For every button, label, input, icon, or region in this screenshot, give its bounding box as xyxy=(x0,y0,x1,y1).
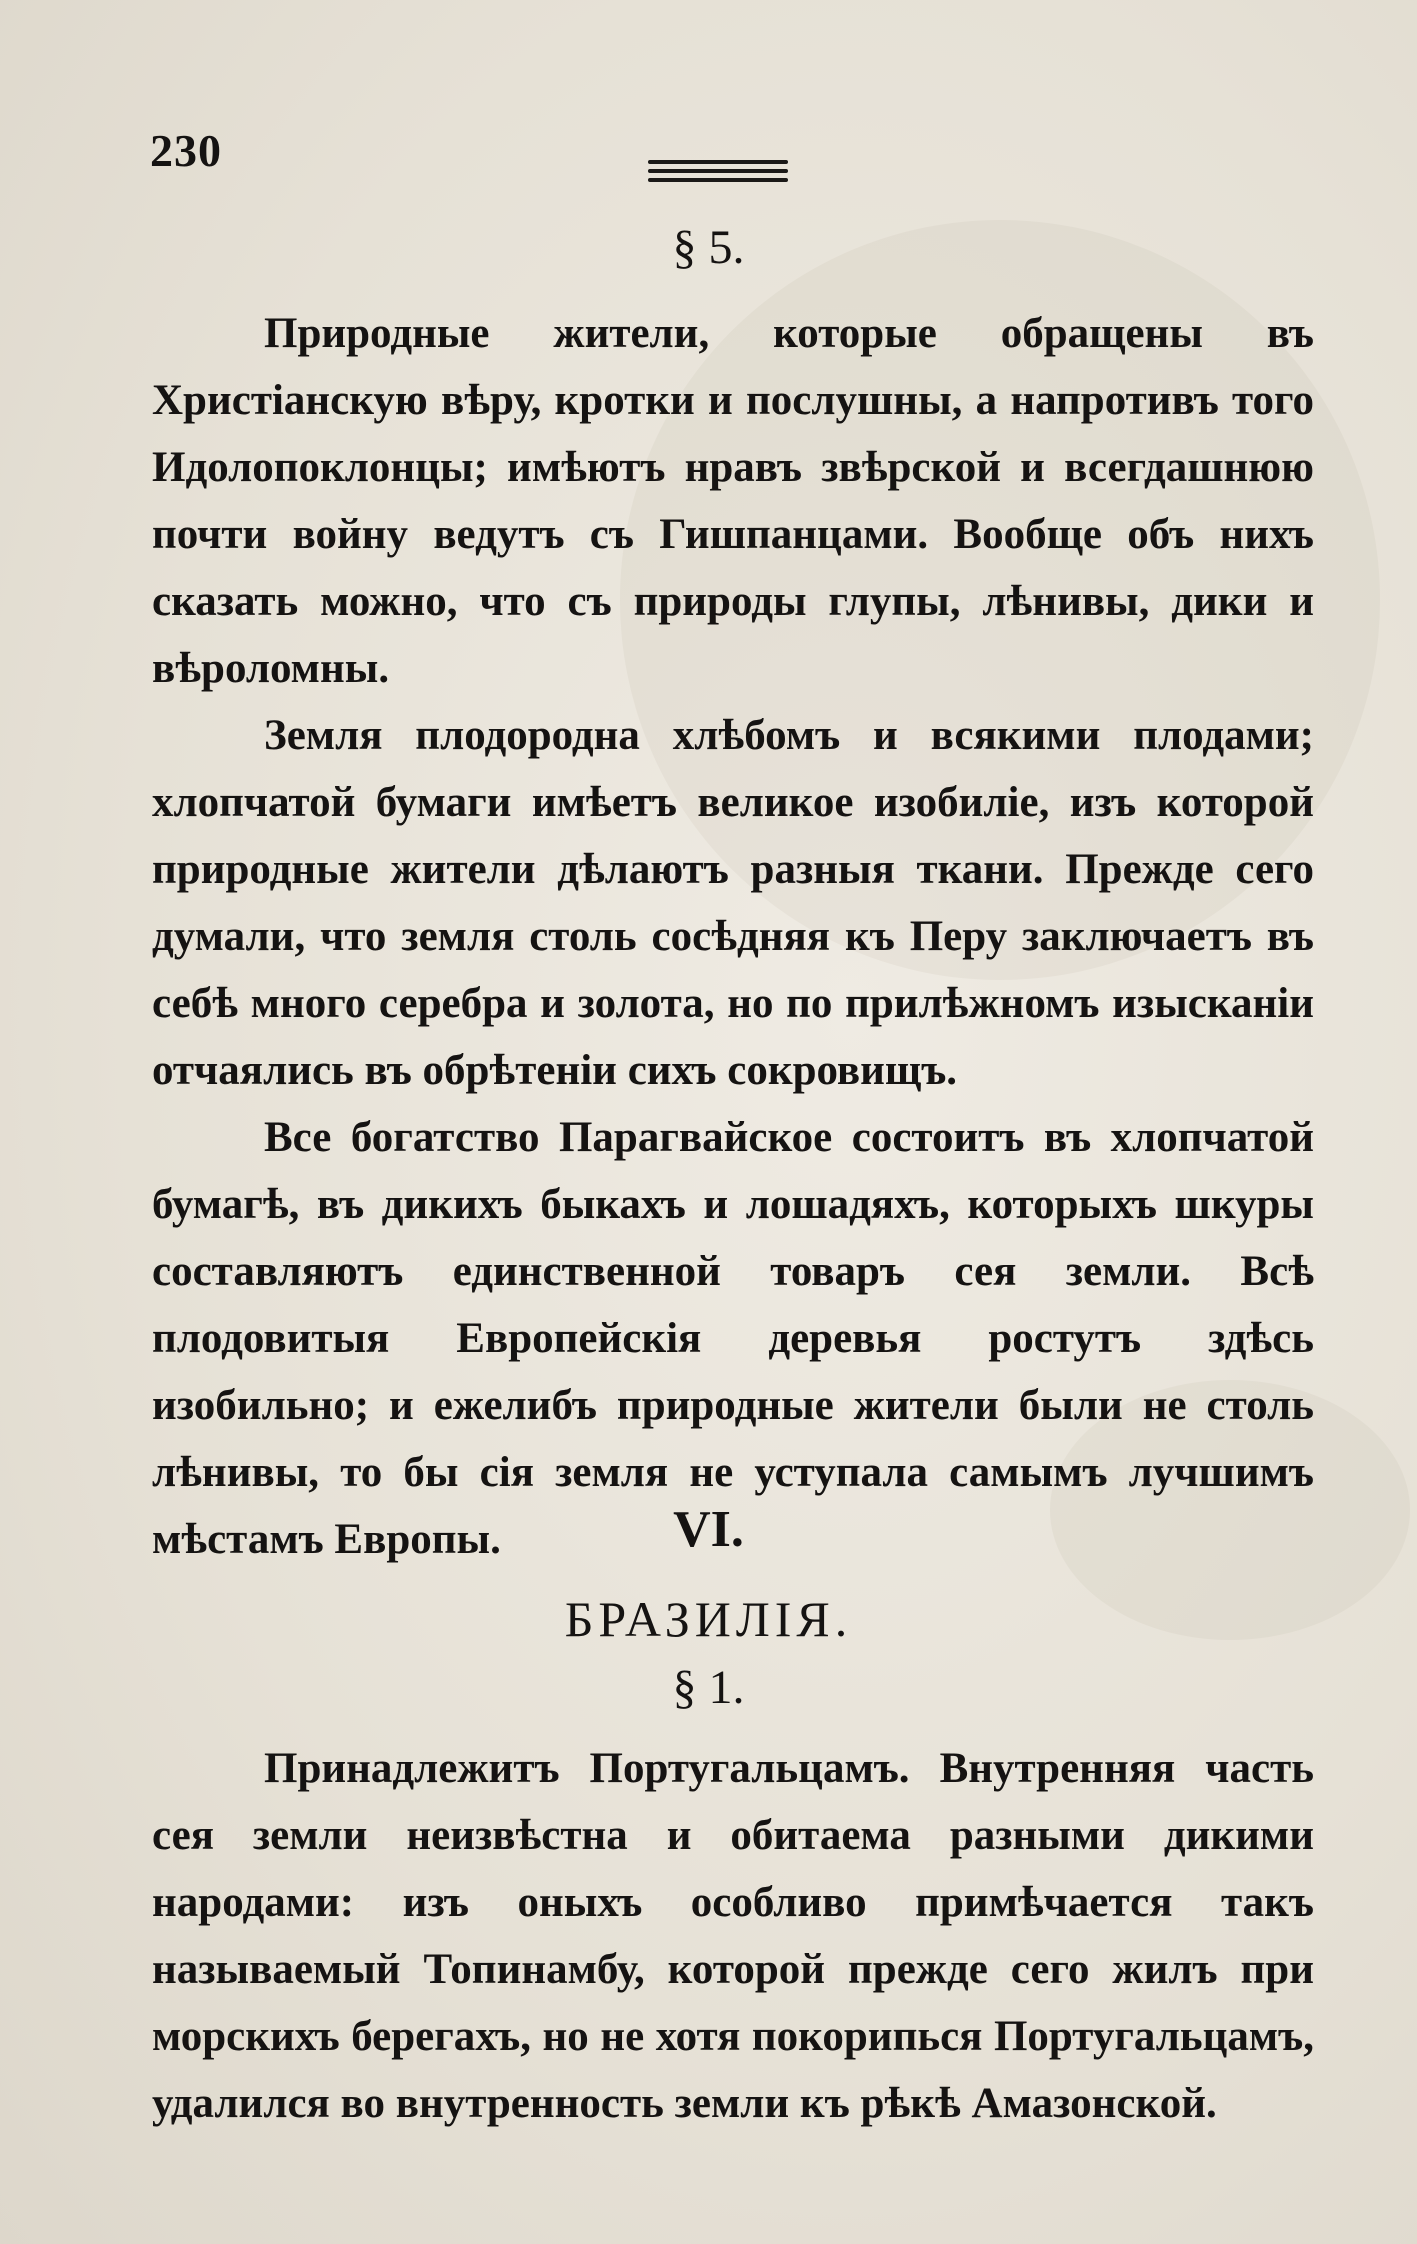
paragraph: Природные жители, которые обращены въ Христіанскую вѣру, кротки и послушны, а напротивъ того Идолопоклонцы; имѣютъ нравъ звѣрской и всегдашнюю почти войну ведутъ съ Гишпанцами. Вообще объ нихъ сказать можно, что съ природы глупы, лѣнивы, дики и вѣроломны. xyxy=(152,310,1314,692)
section-5-text xyxy=(152,300,1314,1573)
section-heading: § 1. xyxy=(672,1661,745,1714)
page-number: 230 xyxy=(150,125,222,176)
paragraph: Принадлежитъ Португальцамъ. Внутренняя часть сея земли неизвѣстна и обитаема разными дикими народами: изъ оныхъ особливо примѣчается такъ называемый Топинамбу, которой прежде сего жилъ при морскихъ берегахъ, но не хотя покорипься Португальцамъ, удалился во внутренность земли къ рѣкѣ Амазонской. xyxy=(152,1745,1314,2127)
paragraph: Все богатство Парагвайское состоитъ въ хлопчатой бумагѣ, въ дикихъ быкахъ и лошадяхъ, которыхъ шкуры составляютъ единственной товаръ сея земли. Всѣ плодовитыя Европейскія деревья ростутъ здѣсь изобильно; и ежелибъ природные жители были не столь лѣнивы, то бы сія земля не уступала самымъ лучшимъ мѣстамъ Европы. xyxy=(152,1114,1314,1563)
chapter-number: VI. xyxy=(673,1501,744,1558)
chapter-title: БРАЗИЛІЯ. xyxy=(564,1591,853,1647)
paragraph: Земля плодородна хлѣбомъ и всякими плодами; хлопчатой бумаги имѣетъ великое изобиліе, изъ которой природные жители дѣлаютъ разныя ткани. Прежде сего думали, что земля столь сосѣдняя къ Перу заключаетъ въ себѣ много серебра и золота, но по прилѣжномъ изысканіи отчаялись въ обрѣтеніи сихъ сокровищъ. xyxy=(152,712,1314,1094)
section-heading: § 5. xyxy=(672,221,745,274)
header-rule xyxy=(648,160,788,182)
section-1-text xyxy=(152,1735,1314,2137)
